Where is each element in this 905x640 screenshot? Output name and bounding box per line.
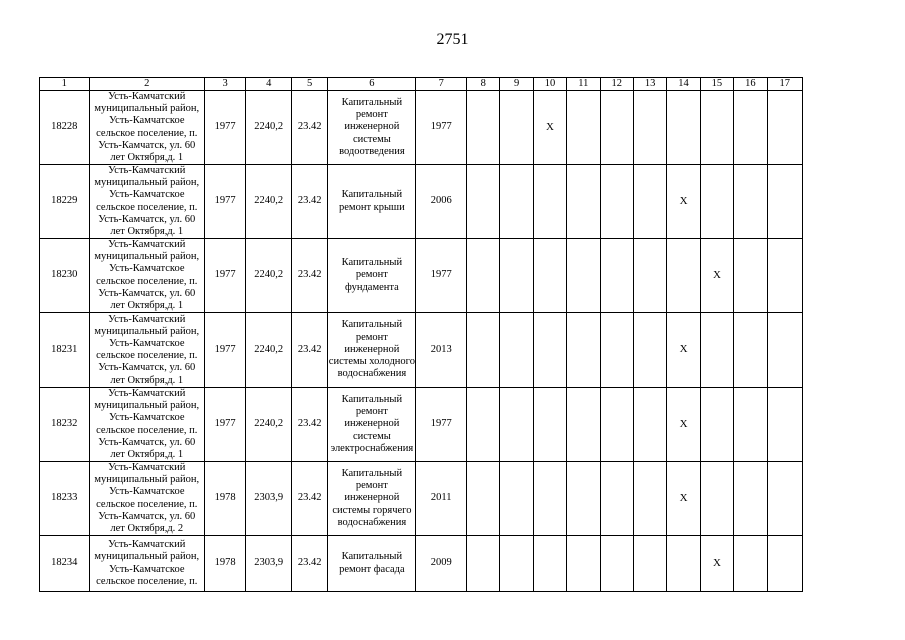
mark-cell-col-8 — [467, 536, 500, 592]
year-built-text: 1977 — [214, 418, 236, 430]
mark-cell-col-16 — [734, 91, 767, 165]
mark-cell-col-15 — [700, 388, 733, 462]
year-text: 2006 — [430, 195, 452, 207]
mark-cell-col-13 — [633, 536, 666, 592]
mark-cell-col-9 — [500, 388, 533, 462]
column-header: 16 — [734, 78, 767, 91]
row-id-text: 18233 — [51, 492, 78, 504]
column-header: 13 — [633, 78, 666, 91]
address-cell — [89, 165, 204, 239]
column-header: 1 — [40, 78, 90, 91]
work-type-cell — [328, 165, 416, 239]
mark-cell-col-9 — [500, 462, 533, 536]
work-type-text: Капитальный ремонт инженерной системы водоотведения — [339, 96, 405, 157]
year-built-cell — [204, 536, 245, 592]
work-type-cell — [328, 536, 416, 592]
mark-text: X — [679, 194, 688, 207]
table-row — [40, 165, 803, 239]
address-text: Усть-Камчатский муниципальный район, Усть-Камчатское сельское поселение, п. Усть-Камчатск, ул. 60 лет Октября,д. 1 — [94, 91, 200, 164]
mark-cell-col-11 — [567, 462, 600, 536]
mark-cell-col-10 — [533, 91, 566, 165]
table-header — [40, 78, 803, 91]
address-text: Усть-Камчатский муниципальный район, Усть-Камчатское сельское поселение, п. Усть-Камчатск, ул. 60 лет Октября,д. 1 — [94, 239, 200, 312]
area-cell — [246, 536, 292, 592]
rate-cell — [291, 462, 327, 536]
mark-cell-col-11 — [567, 91, 600, 165]
row-id-cell — [40, 313, 90, 388]
table-body — [40, 91, 803, 592]
row-id-cell — [40, 388, 90, 462]
mark-cell-col-16 — [734, 313, 767, 388]
year-text: 1977 — [430, 121, 452, 133]
address-text: Усть-Камчатский муниципальный район, Усть-Камчатское сельское поселение, п. Усть-Камчатск, ул. 60 лет Октября,д. 2 — [94, 462, 200, 535]
mark-cell-col-17 — [767, 91, 802, 165]
area-cell — [246, 91, 292, 165]
rate-text: 23.42 — [297, 195, 322, 207]
mark-cell-col-15 — [700, 165, 733, 239]
address-text: Усть-Камчатский муниципальный район, Усть-Камчатское сельское поселение, п. Усть-Камчатск, ул. 60 лет Октября,д. 1 — [94, 313, 200, 386]
mark-cell-col-9 — [500, 313, 533, 388]
table-row — [40, 462, 803, 536]
row-id-text: 18228 — [51, 121, 78, 133]
year-built-cell — [204, 388, 245, 462]
mark-cell-col-10 — [533, 462, 566, 536]
mark-cell-col-11 — [567, 239, 600, 313]
work-type-cell — [328, 239, 416, 313]
mark-cell-col-14 — [667, 536, 700, 592]
mark-cell-col-17 — [767, 313, 802, 388]
rate-text: 23.42 — [297, 557, 322, 569]
mark-cell-col-16 — [734, 165, 767, 239]
work-type-text: Капитальный ремонт фундамента — [341, 257, 403, 293]
address-cell — [89, 462, 204, 536]
column-header: 5 — [291, 78, 327, 91]
address-cell — [89, 313, 204, 388]
page-number: 2751 — [436, 31, 469, 48]
mark-cell-col-9 — [500, 91, 533, 165]
mark-cell-col-9 — [500, 165, 533, 239]
year-cell — [416, 239, 467, 313]
row-id-text: 18229 — [51, 195, 78, 207]
area-text: 2240,2 — [254, 269, 284, 281]
year-built-cell — [204, 239, 245, 313]
year-text: 1977 — [430, 269, 452, 281]
row-id-text: 18232 — [51, 418, 78, 430]
mark-cell-col-12 — [600, 388, 633, 462]
rate-text: 23.42 — [297, 343, 322, 355]
mark-cell-col-16 — [734, 462, 767, 536]
rate-text: 23.42 — [297, 121, 322, 133]
address-cell — [89, 239, 204, 313]
column-header: 15 — [700, 78, 733, 91]
mark-cell-col-10 — [533, 239, 566, 313]
year-text: 2009 — [430, 557, 452, 569]
year-built-text: 1977 — [214, 343, 236, 355]
mark-cell-col-11 — [567, 165, 600, 239]
address-text: Усть-Камчатский муниципальный район, Усть-Камчатское сельское поселение, п. Усть-Камчатск, ул. 60 лет Октября,д. 1 — [94, 388, 200, 461]
row-id-cell — [40, 462, 90, 536]
mark-cell-col-15 — [700, 91, 733, 165]
mark-cell-col-16 — [734, 388, 767, 462]
year-text: 2011 — [430, 492, 452, 504]
mark-cell-col-13 — [633, 313, 666, 388]
work-type-cell — [328, 313, 416, 388]
mark-cell-col-13 — [633, 462, 666, 536]
table-row — [40, 313, 803, 388]
mark-text: X — [679, 491, 688, 504]
mark-text: X — [546, 120, 554, 133]
rate-text: 23.42 — [297, 492, 322, 504]
area-text: 2240,2 — [254, 195, 284, 207]
mark-cell-col-9 — [500, 239, 533, 313]
column-header: 4 — [246, 78, 292, 91]
column-header: 10 — [533, 78, 566, 91]
year-built-cell — [204, 462, 245, 536]
mark-cell-col-17 — [767, 536, 802, 592]
mark-cell-col-8 — [467, 313, 500, 388]
column-header: 9 — [500, 78, 533, 91]
year-built-cell — [204, 91, 245, 165]
area-cell — [246, 165, 292, 239]
area-text: 2240,2 — [254, 343, 284, 355]
mark-cell-col-8 — [467, 388, 500, 462]
column-header: 3 — [204, 78, 245, 91]
mark-cell-col-12 — [600, 165, 633, 239]
rate-cell — [291, 165, 327, 239]
mark-cell-col-10 — [533, 165, 566, 239]
year-built-cell — [204, 165, 245, 239]
mark-cell-col-13 — [633, 239, 666, 313]
rate-text: 23.42 — [297, 269, 322, 281]
column-header: 7 — [416, 78, 467, 91]
mark-cell-col-14 — [667, 91, 700, 165]
mark-cell-col-16 — [734, 536, 767, 592]
year-cell — [416, 91, 467, 165]
work-type-cell — [328, 388, 416, 462]
mark-cell-col-12 — [600, 91, 633, 165]
year-text: 2013 — [430, 343, 452, 355]
mark-text: X — [679, 343, 688, 356]
mark-cell-col-14 — [667, 462, 700, 536]
rate-text: 23.42 — [297, 418, 322, 430]
mark-cell-col-11 — [567, 388, 600, 462]
mark-text: X — [679, 417, 688, 430]
table-row — [40, 239, 803, 313]
address-cell — [89, 91, 204, 165]
year-built-text: 1978 — [214, 492, 236, 504]
year-built-text: 1978 — [214, 557, 236, 569]
year-cell — [416, 536, 467, 592]
mark-cell-col-14 — [667, 239, 700, 313]
mark-cell-col-12 — [600, 536, 633, 592]
area-cell — [246, 313, 292, 388]
mark-cell-col-13 — [633, 91, 666, 165]
year-cell — [416, 462, 467, 536]
column-header: 8 — [467, 78, 500, 91]
column-header: 11 — [567, 78, 600, 91]
work-type-cell — [328, 462, 416, 536]
area-cell — [246, 388, 292, 462]
year-text: 1977 — [430, 418, 452, 430]
table-row — [40, 388, 803, 462]
work-type-text: Капитальный ремонт инженерной системы холодного водоснабжения — [328, 319, 415, 380]
address-cell — [89, 388, 204, 462]
mark-cell-col-12 — [600, 313, 633, 388]
mark-cell-col-13 — [633, 165, 666, 239]
table-row — [40, 91, 803, 165]
mark-cell-col-16 — [734, 239, 767, 313]
rate-cell — [291, 91, 327, 165]
mark-cell-col-13 — [633, 388, 666, 462]
mark-cell-col-10 — [533, 313, 566, 388]
rate-cell — [291, 388, 327, 462]
year-built-text: 1977 — [214, 121, 236, 133]
column-header: 6 — [328, 78, 416, 91]
mark-cell-col-10 — [533, 388, 566, 462]
mark-cell-col-12 — [600, 462, 633, 536]
address-cell — [89, 536, 204, 592]
mark-cell-col-11 — [567, 536, 600, 592]
table-row — [40, 536, 803, 592]
year-cell — [416, 165, 467, 239]
work-type-text: Капитальный ремонт инженерной системы горячего водоснабжения — [332, 467, 412, 528]
row-id-text: 18231 — [51, 343, 78, 355]
year-built-cell — [204, 313, 245, 388]
mark-cell-col-15 — [700, 462, 733, 536]
area-cell — [246, 462, 292, 536]
mark-cell-col-14 — [667, 165, 700, 239]
data-table — [39, 77, 803, 592]
area-text: 2303,9 — [254, 557, 284, 569]
row-id-cell — [40, 536, 90, 592]
work-type-cell — [328, 91, 416, 165]
column-header: 12 — [600, 78, 633, 91]
rate-cell — [291, 536, 327, 592]
mark-text: X — [712, 268, 721, 281]
mark-cell-col-14 — [667, 313, 700, 388]
year-cell — [416, 388, 467, 462]
mark-cell-col-10 — [533, 536, 566, 592]
mark-cell-col-8 — [467, 239, 500, 313]
mark-cell-col-11 — [567, 313, 600, 388]
year-built-text: 1977 — [214, 195, 236, 207]
header-row — [40, 78, 803, 91]
work-type-text: Капитальный ремонт фасада — [339, 551, 405, 575]
area-text: 2303,9 — [254, 492, 284, 504]
column-header: 2 — [89, 78, 204, 91]
rate-cell — [291, 239, 327, 313]
row-id-text: 18234 — [51, 557, 78, 569]
mark-text: X — [712, 556, 721, 569]
mark-cell-col-8 — [467, 462, 500, 536]
mark-cell-col-8 — [467, 91, 500, 165]
area-text: 2240,2 — [254, 418, 284, 430]
mark-cell-col-17 — [767, 165, 802, 239]
address-text: Усть-Камчатский муниципальный район, Усть-Камчатское сельское поселение, п. Усть-Камчатск, ул. 60 лет Октября,д. 1 — [94, 165, 200, 238]
mark-cell-col-15 — [700, 536, 733, 592]
row-id-cell — [40, 239, 90, 313]
address-text: Усть-Камчатский муниципальный район, Усть-Камчатское сельское поселение, п. — [94, 539, 200, 587]
area-text: 2240,2 — [254, 121, 284, 133]
rate-cell — [291, 313, 327, 388]
year-cell — [416, 313, 467, 388]
mark-cell-col-17 — [767, 462, 802, 536]
mark-cell-col-17 — [767, 388, 802, 462]
area-cell — [246, 239, 292, 313]
mark-cell-col-15 — [700, 239, 733, 313]
mark-cell-col-17 — [767, 239, 802, 313]
row-id-cell — [40, 91, 90, 165]
year-built-text: 1977 — [214, 269, 236, 281]
row-id-cell — [40, 165, 90, 239]
mark-cell-col-8 — [467, 165, 500, 239]
row-id-text: 18230 — [51, 269, 78, 281]
work-type-text: Капитальный ремонт инженерной системы электроснабжения — [330, 393, 414, 454]
column-header: 17 — [767, 78, 802, 91]
column-header: 14 — [667, 78, 700, 91]
mark-cell-col-9 — [500, 536, 533, 592]
mark-cell-col-12 — [600, 239, 633, 313]
work-type-text: Капитальный ремонт крыши — [339, 189, 405, 213]
mark-cell-col-15 — [700, 313, 733, 388]
mark-cell-col-14 — [667, 388, 700, 462]
